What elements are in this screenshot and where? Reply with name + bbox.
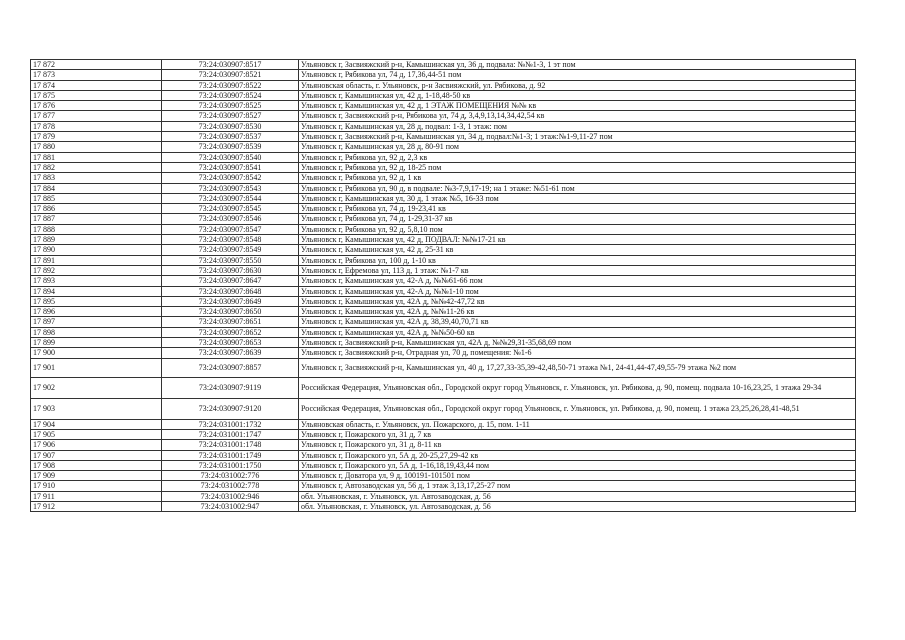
cadastral-number-cell: 73:24:030907:8524 <box>162 90 299 100</box>
table-row <box>31 162 856 172</box>
address-cell: Ульяновск г, Пожарского ул, 5А д, 20-25,27,29-42 кв <box>299 450 856 460</box>
address-cell: Ульяновск г, Рябикова ул, 100 д, 1-10 кв <box>299 255 856 265</box>
row-number-cell: 17 908 <box>31 460 162 470</box>
row-number-cell: 17 890 <box>31 245 162 255</box>
table-row <box>31 471 856 481</box>
register-table-body <box>31 60 856 512</box>
row-number-cell: 17 909 <box>31 471 162 481</box>
table-row <box>31 152 856 162</box>
address-cell: Ульяновск г, Засвияжский р-н, Камышинская ул, 42А д, №№29,31-35,68,69 пом <box>299 338 856 348</box>
table-row <box>31 265 856 275</box>
row-number-cell: 17 912 <box>31 501 162 511</box>
row-number-cell: 17 900 <box>31 348 162 358</box>
cadastral-number-cell: 73:24:031001:1750 <box>162 460 299 470</box>
address-cell: Ульяновск г, Рябикова ул, 74 д, 19-23,41 кв <box>299 204 856 214</box>
cadastral-number-cell: 73:24:030907:8650 <box>162 307 299 317</box>
address-cell: Ульяновск г, Камышинская ул, 42-А д, №№1-10 пом <box>299 286 856 296</box>
table-row <box>31 419 856 429</box>
table-row <box>31 440 856 450</box>
cadastral-number-cell: 73:24:030907:8639 <box>162 348 299 358</box>
table-row <box>31 358 856 377</box>
table-row <box>31 348 856 358</box>
table-row <box>31 183 856 193</box>
address-cell: Ульяновск г, Засвияжский р-н, Камышинская ул, 34 д, подвал:№1-3; 1 этаж:№1-9,11-27 пом <box>299 132 856 142</box>
row-number-cell: 17 891 <box>31 255 162 265</box>
row-number-cell: 17 898 <box>31 327 162 337</box>
cadastral-number-cell: 73:24:030907:8546 <box>162 214 299 224</box>
table-row <box>31 398 856 419</box>
address-cell: Российская Федерация, Ульяновская обл., Городской округ город Ульяновск, г. Ульяновск, ул. Рябикова, д. 90, помещ. подвала 10-16,23,25, 1 этажа 29-34 <box>299 377 856 398</box>
cadastral-number-cell: 73:24:030907:8525 <box>162 101 299 111</box>
cadastral-number-cell: 73:24:030907:8647 <box>162 276 299 286</box>
address-cell: Ульяновск г, Камышинская ул, 42А д, 38,39,40,70,71 кв <box>299 317 856 327</box>
row-number-cell: 17 888 <box>31 224 162 234</box>
table-row <box>31 276 856 286</box>
cadastral-number-cell: 73:24:030907:8539 <box>162 142 299 152</box>
table-row <box>31 214 856 224</box>
cadastral-number-cell: 73:24:030907:8652 <box>162 327 299 337</box>
table-row <box>31 101 856 111</box>
row-number-cell: 17 880 <box>31 142 162 152</box>
row-number-cell: 17 873 <box>31 70 162 80</box>
row-number-cell: 17 884 <box>31 183 162 193</box>
cadastral-number-cell: 73:24:031002:778 <box>162 481 299 491</box>
table-row <box>31 111 856 121</box>
table-row <box>31 80 856 90</box>
address-cell: Ульяновск г, Камышинская ул, 42А д, №№11-26 кв <box>299 307 856 317</box>
cadastral-number-cell: 73:24:030907:8630 <box>162 265 299 275</box>
table-row <box>31 460 856 470</box>
cadastral-number-cell: 73:24:031001:1747 <box>162 429 299 439</box>
address-cell: Ульяновск г, Камышинская ул, 42 д, ПОДВАЛ: №№17-21 кв <box>299 235 856 245</box>
table-row <box>31 132 856 142</box>
address-cell: Ульяновск г, Камышинская ул, 28 д, 80-91 пом <box>299 142 856 152</box>
address-cell: Ульяновск г, Камышинская ул, 42 д, 1-18,48-50 кв <box>299 90 856 100</box>
table-row <box>31 296 856 306</box>
table-row <box>31 121 856 131</box>
row-number-cell: 17 910 <box>31 481 162 491</box>
cadastral-number-cell: 73:24:030907:8521 <box>162 70 299 80</box>
row-number-cell: 17 895 <box>31 296 162 306</box>
row-number-cell: 17 876 <box>31 101 162 111</box>
address-cell: Ульяновск г, Засвияжский р-н, Рябикова ул, 74 д, 3,4,9,13,14,34,42,54 кв <box>299 111 856 121</box>
cadastral-number-cell: 73:24:030907:8549 <box>162 245 299 255</box>
address-cell: Ульяновская область, г. Ульяновск, р-н Засвияжский, ул. Рябикова, д. 92 <box>299 80 856 90</box>
cadastral-number-cell: 73:24:030907:8522 <box>162 80 299 90</box>
address-cell: Ульяновск г, Рябикова ул, 92 д, 18-25 пом <box>299 162 856 172</box>
row-number-cell: 17 901 <box>31 358 162 377</box>
table-row <box>31 90 856 100</box>
address-cell: Ульяновск г, Камышинская ул, 42А д, №№50-60 кв <box>299 327 856 337</box>
cadastral-number-cell: 73:24:030907:8542 <box>162 173 299 183</box>
address-cell: Ульяновск г, Засвияжский р-н, Камышинская ул, 40 д, 17,27,33-35,39-42,48,50-71 этажа №1, 24-41,44-47,49,55-79 этажа №2 пом <box>299 358 856 377</box>
cadastral-number-cell: 73:24:031001:1749 <box>162 450 299 460</box>
address-cell: Российская Федерация, Ульяновская обл., Городской округ город Ульяновск, г. Ульяновск, ул. Рябикова, д. 90, помещ. 1 этажа 23,25,26,28,41-48,51 <box>299 398 856 419</box>
cadastral-number-cell: 73:24:031002:776 <box>162 471 299 481</box>
table-row <box>31 450 856 460</box>
address-cell: Ульяновск г, Рябикова ул, 74 д, 1-29,31-37 кв <box>299 214 856 224</box>
cadastral-number-cell: 73:24:030907:8540 <box>162 152 299 162</box>
row-number-cell: 17 887 <box>31 214 162 224</box>
row-number-cell: 17 904 <box>31 419 162 429</box>
row-number-cell: 17 893 <box>31 276 162 286</box>
cadastral-number-cell: 73:24:031002:947 <box>162 501 299 511</box>
cadastral-number-cell: 73:24:030907:8550 <box>162 255 299 265</box>
cadastral-number-cell: 73:24:030907:8517 <box>162 60 299 70</box>
row-number-cell: 17 878 <box>31 121 162 131</box>
register-sheet <box>30 59 856 512</box>
cadastral-number-cell: 73:24:030907:8653 <box>162 338 299 348</box>
address-cell: Ульяновск г, Пожарского ул, 31 д, 8-11 кв <box>299 440 856 450</box>
table-row <box>31 307 856 317</box>
table-row <box>31 60 856 70</box>
address-cell: Ульяновск г, Камышинская ул, 42А д, №№42-47,72 кв <box>299 296 856 306</box>
row-number-cell: 17 911 <box>31 491 162 501</box>
cadastral-number-cell: 73:24:031001:1748 <box>162 440 299 450</box>
cadastral-number-cell: 73:24:030907:8548 <box>162 235 299 245</box>
row-number-cell: 17 907 <box>31 450 162 460</box>
address-cell: Ульяновск г, Рябикова ул, 74 д, 17,36,44-51 пом <box>299 70 856 80</box>
cadastral-number-cell: 73:24:030907:8648 <box>162 286 299 296</box>
table-row <box>31 235 856 245</box>
table-row <box>31 286 856 296</box>
address-cell: Ульяновск г, Автозаводская ул, 56 д, 1 этаж 3,13,17,25-27 пом <box>299 481 856 491</box>
table-row <box>31 501 856 511</box>
cadastral-number-cell: 73:24:030907:9120 <box>162 398 299 419</box>
cadastral-number-cell: 73:24:030907:8541 <box>162 162 299 172</box>
address-cell: обл. Ульяновская, г. Ульяновск, ул. Автозаводская, д. 56 <box>299 501 856 511</box>
cadastral-register-table <box>30 59 856 512</box>
row-number-cell: 17 872 <box>31 60 162 70</box>
table-row <box>31 481 856 491</box>
address-cell: Ульяновск г, Доватора ул, 9 д, 100191-101501 пом <box>299 471 856 481</box>
address-cell: Ульяновск г, Ефремова ул, 113 д, 1 этаж: №1-7 кв <box>299 265 856 275</box>
table-row <box>31 429 856 439</box>
cadastral-number-cell: 73:24:030907:8537 <box>162 132 299 142</box>
row-number-cell: 17 881 <box>31 152 162 162</box>
cadastral-number-cell: 73:24:030907:8857 <box>162 358 299 377</box>
row-number-cell: 17 906 <box>31 440 162 450</box>
address-cell: Ульяновск г, Рябикова ул, 90 д, в подвале: №3-7,9,17-19; на 1 этаже: №51-61 пом <box>299 183 856 193</box>
address-cell: Ульяновск г, Пожарского ул, 5А д, 1-16,18,19,43,44 пом <box>299 460 856 470</box>
cadastral-number-cell: 73:24:030907:8530 <box>162 121 299 131</box>
table-row <box>31 193 856 203</box>
address-cell: Ульяновск г, Засвияжский р-н, Камышинская ул, 36 д, подвала: №№1-3, 1 эт пом <box>299 60 856 70</box>
row-number-cell: 17 892 <box>31 265 162 275</box>
cadastral-number-cell: 73:24:031002:946 <box>162 491 299 501</box>
table-row <box>31 255 856 265</box>
table-row <box>31 338 856 348</box>
row-number-cell: 17 905 <box>31 429 162 439</box>
table-row <box>31 173 856 183</box>
row-number-cell: 17 889 <box>31 235 162 245</box>
row-number-cell: 17 899 <box>31 338 162 348</box>
cadastral-number-cell: 73:24:030907:8651 <box>162 317 299 327</box>
row-number-cell: 17 875 <box>31 90 162 100</box>
cadastral-number-cell: 73:24:030907:8543 <box>162 183 299 193</box>
address-cell: Ульяновск г, Камышинская ул, 42 д, 1 ЭТАЖ ПОМЕЩЕНИЯ №№ кв <box>299 101 856 111</box>
row-number-cell: 17 896 <box>31 307 162 317</box>
address-cell: Ульяновск г, Камышинская ул, 42 д, 25-31 кв <box>299 245 856 255</box>
row-number-cell: 17 903 <box>31 398 162 419</box>
row-number-cell: 17 877 <box>31 111 162 121</box>
address-cell: Ульяновск г, Камышинская ул, 42-А д, №№61-66 пом <box>299 276 856 286</box>
address-cell: Ульяновск г, Рябикова ул, 92 д, 1 кв <box>299 173 856 183</box>
address-cell: Ульяновск г, Пожарского ул, 31 д, 7 кв <box>299 429 856 439</box>
address-cell: Ульяновск г, Рябикова ул, 92 д, 5,8,10 пом <box>299 224 856 234</box>
table-row <box>31 224 856 234</box>
row-number-cell: 17 883 <box>31 173 162 183</box>
table-row <box>31 377 856 398</box>
row-number-cell: 17 897 <box>31 317 162 327</box>
row-number-cell: 17 902 <box>31 377 162 398</box>
table-row <box>31 317 856 327</box>
cadastral-number-cell: 73:24:030907:8547 <box>162 224 299 234</box>
table-row <box>31 327 856 337</box>
row-number-cell: 17 886 <box>31 204 162 214</box>
table-row <box>31 204 856 214</box>
cadastral-number-cell: 73:24:030907:8545 <box>162 204 299 214</box>
cadastral-number-cell: 73:24:031001:1732 <box>162 419 299 429</box>
address-cell: Ульяновск г, Рябикова ул, 92 д, 2,3 кв <box>299 152 856 162</box>
cadastral-number-cell: 73:24:030907:8527 <box>162 111 299 121</box>
address-cell: Ульяновск г, Засвияжский р-н, Отрадная ул, 70 д, помещения: №1-6 <box>299 348 856 358</box>
address-cell: обл. Ульяновская, г. Ульяновск, ул. Автозаводская, д. 56 <box>299 491 856 501</box>
row-number-cell: 17 885 <box>31 193 162 203</box>
row-number-cell: 17 879 <box>31 132 162 142</box>
table-row <box>31 70 856 80</box>
row-number-cell: 17 882 <box>31 162 162 172</box>
table-row <box>31 245 856 255</box>
table-row <box>31 142 856 152</box>
cadastral-number-cell: 73:24:030907:8649 <box>162 296 299 306</box>
row-number-cell: 17 874 <box>31 80 162 90</box>
cadastral-number-cell: 73:24:030907:8544 <box>162 193 299 203</box>
row-number-cell: 17 894 <box>31 286 162 296</box>
address-cell: Ульяновск г, Камышинская ул, 30 д, 1 этаж №5, 16-33 пом <box>299 193 856 203</box>
cadastral-number-cell: 73:24:030907:9119 <box>162 377 299 398</box>
table-row <box>31 491 856 501</box>
address-cell: Ульяновск г, Камышинская ул, 28 д, подвал: 1-3, 1 этаж: пом <box>299 121 856 131</box>
address-cell: Ульяновская область, г. Ульяновск, ул. Пожарского, д. 15, пом. 1-11 <box>299 419 856 429</box>
